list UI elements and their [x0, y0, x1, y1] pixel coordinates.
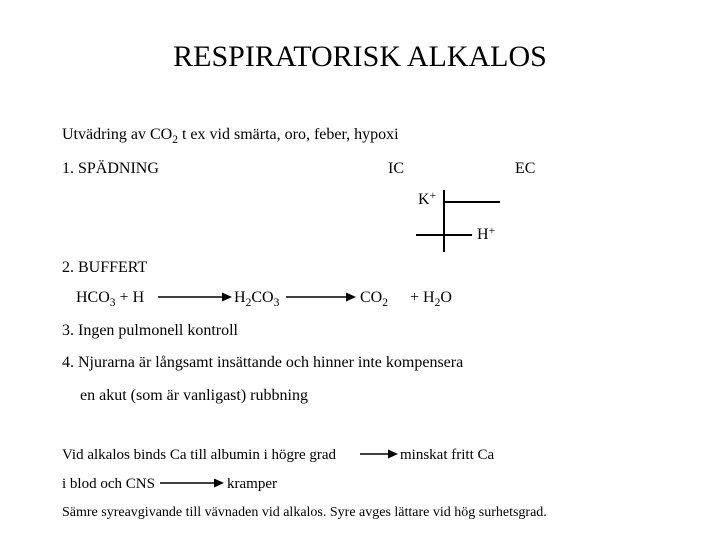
hydrogen-ion-symbol: H: [477, 226, 489, 243]
water-o: O: [440, 289, 452, 306]
hydrogen-ion: [477, 226, 495, 244]
arrow-right-icon: [160, 477, 224, 489]
carbonic-acid-term: [234, 289, 280, 310]
note-2-result: kramper: [227, 476, 277, 492]
item-3-text: 3. Ingen pulmonell kontroll: [62, 322, 238, 339]
arrow-right-icon: [286, 291, 356, 303]
ec-label: EC: [515, 160, 536, 177]
note-1-result: minskat fritt Ca: [400, 447, 495, 463]
carbonic-acid-sub1: 2: [245, 297, 252, 310]
bicarbonate-plus-h: + H: [115, 289, 145, 306]
arrow-right-icon: [158, 291, 232, 303]
bicarbonate-subscript: 3: [109, 297, 116, 310]
potassium-ion-symbol: K: [418, 191, 430, 208]
arrow-right-icon: [360, 448, 398, 460]
note-3-text: Sämre syreavgivande till vävnaden vid alkalos. Syre avges lättare vid hög surhetsgrad.: [62, 505, 547, 520]
item-2-label: 2. BUFFERT: [62, 259, 148, 276]
water-term: [410, 289, 452, 310]
hydrogen-ion-charge: +: [488, 224, 496, 237]
carbon-dioxide-subscript: 2: [382, 297, 388, 310]
intro-text-post: t ex vid smärta, oro, feber, hypoxi: [177, 126, 399, 143]
carbon-dioxide-term: [360, 289, 388, 310]
h-flux-line: [416, 234, 472, 236]
k-flux-line: [444, 201, 500, 203]
item-4-line-1: 4. Njurarna är långsamt insättande och hinner inte kompensera: [62, 354, 464, 371]
carbonic-acid-co: CO: [251, 289, 274, 306]
intro-text-pre: Utvädring av CO: [62, 126, 173, 143]
bicarbonate-text: HCO: [76, 289, 110, 306]
intro-line: [62, 126, 399, 147]
note-2-text: i blod och CNS: [62, 476, 155, 492]
potassium-ion-charge: +: [429, 189, 437, 202]
water-plus-h: + H: [410, 289, 435, 306]
bicarbonate-term: [76, 289, 145, 310]
carbon-dioxide-co: CO: [360, 289, 383, 306]
carbonic-acid-sub2: 3: [273, 297, 280, 310]
water-subscript: 2: [434, 297, 441, 310]
carbonic-acid-h: H: [234, 289, 246, 306]
note-1-text: Vid alkalos binds Ca till albumin i högre grad: [62, 447, 337, 463]
potassium-ion: [418, 191, 436, 209]
membrane-line: [443, 190, 445, 252]
intro-subscript: 2: [172, 134, 178, 147]
page-title: RESPIRATORISK ALKALOS: [173, 40, 547, 73]
item-4-line-2: en akut (som är vanligast) rubbning: [80, 387, 308, 404]
ic-label: IC: [388, 160, 404, 177]
item-1-label: 1. SPÄDNING: [62, 160, 159, 177]
